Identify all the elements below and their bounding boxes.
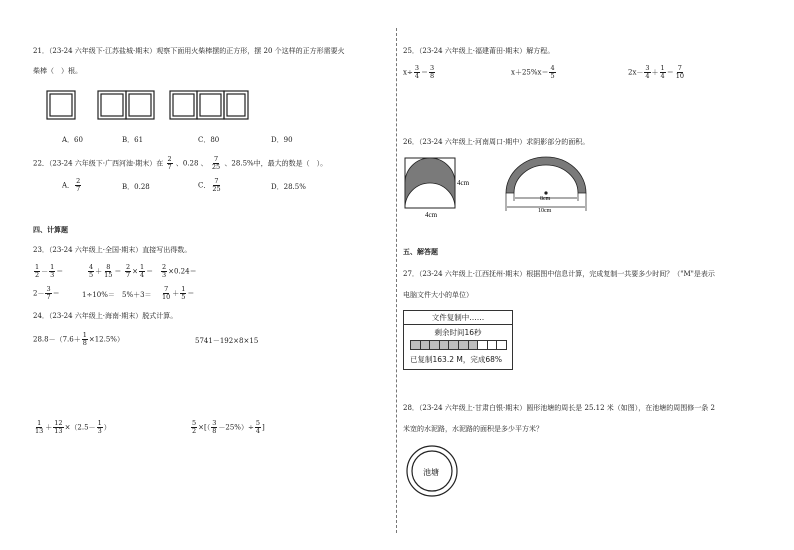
q25-equation-2: x＋25%x＝ $\frac{4}{5}$ <box>511 64 555 80</box>
q22-fraction-2: $\frac{7}{25}$ <box>211 155 221 171</box>
progress-segment <box>459 341 469 349</box>
progress-segment <box>449 341 459 349</box>
q21-option-d[interactable]: D．90 <box>271 136 293 144</box>
fig2-inner-label: 8cm <box>540 196 551 202</box>
progress-segment <box>421 341 431 349</box>
square-3b-inner <box>200 94 221 116</box>
square-2b-outer <box>126 91 154 119</box>
q22-option-c[interactable]: C． $\frac{7}{25}$ <box>198 177 221 193</box>
q28-line1: 28．（23-24 六年级上·甘肃白银·期末）圆形池塘的周长是 25.12 米（如图），在池塘的周围修一条 2 <box>403 404 715 412</box>
section-4-title: 四、计算题 <box>33 225 68 234</box>
q23-text: 23．（23-24 六年级上·全国·期末）直接写出得数。 <box>33 246 192 254</box>
q21-option-b[interactable]: B．61 <box>122 136 144 144</box>
q24-text: 24．（23-24 六年级上·海南·期末）脱式计算。 <box>33 312 178 320</box>
progress-segment <box>411 341 421 349</box>
progress-segment <box>469 341 479 349</box>
progress-segment <box>488 341 498 349</box>
shaded-ring-figure <box>500 155 595 215</box>
q21-line2: 柴棒（ ）根。 <box>33 67 82 75</box>
q22-option-a[interactable]: A． $\frac{2}{7}$ <box>62 177 81 193</box>
square-1-outer <box>47 91 75 119</box>
progress-segment <box>430 341 440 349</box>
q21-option-c[interactable]: C．80 <box>198 136 220 144</box>
progress-segment <box>440 341 450 349</box>
q22-prefix: 22．（23-24 六年级下·广西河池·期末）在 <box>33 159 164 168</box>
q23-expr-2: $\frac{4}{5}$ ＋ $\frac{8}{15}$ ＝ <box>89 263 122 279</box>
square-2b-inner <box>129 94 151 116</box>
pond-figure <box>403 442 463 502</box>
q23-expr-6: 1÷10%＝ <box>82 291 115 299</box>
copy-dialog-title: 文件复制中…… <box>404 311 512 325</box>
q22-option-b[interactable]: B．0.28 <box>122 183 150 191</box>
q24-expr-2: 5741－192×8×15 <box>195 337 259 345</box>
square-3a-outer <box>170 91 197 119</box>
progress-bar <box>410 340 507 350</box>
progress-segment <box>478 341 488 349</box>
square-3c-inner <box>227 94 245 116</box>
q22-mid: 、0.28 、 <box>175 159 208 168</box>
copy-progress-dialog <box>403 310 513 370</box>
q22-suffix: 、28.5%中，最大的数是（ ）。 <box>224 159 328 168</box>
q23-expr-3: $\frac{2}{7}$ × $\frac{1}{4}$ ＝ <box>126 263 154 279</box>
q21-line1: 21．（23-24 六年级下·江苏盐城·期末）观察下面用火柴棒摆的正方形，摆 20 个这样的正方形需要火 <box>33 47 345 55</box>
q26-text: 26．（23-24 六年级上·河南周口·期中）求阴影部分的面积。 <box>403 138 590 146</box>
q27-line1: 27．（23-24 六年级上·江西抚州·期末）根据图中信息计算，完成复制一共要多少时间？（"M"是表示 <box>403 270 715 278</box>
q23-expr-5: 2－ $\frac{3}{7}$ ＝ <box>33 285 60 301</box>
shaded-ring <box>506 157 586 193</box>
square-3a-inner <box>173 94 194 116</box>
square-1-inner <box>50 94 72 116</box>
q22-text <box>33 156 327 171</box>
q23-expr-4: $\frac{2}{3}$ ×0.24＝ <box>162 263 197 279</box>
q22-fraction-1: $\frac{2}{7}$ <box>167 155 172 171</box>
pond-label: 池塘 <box>423 468 439 477</box>
q22-option-d[interactable]: D．28.5% <box>271 183 306 191</box>
fig1-bottom-label: 4cm <box>425 211 438 219</box>
progress-segment <box>497 341 506 349</box>
square-2a-inner <box>101 94 123 116</box>
section-5-title: 五、解答题 <box>403 247 438 256</box>
q23-expr-7: 5%＋3＝ <box>122 291 152 299</box>
column-divider <box>396 28 397 533</box>
q25-equation-1: x÷ $\frac{3}{4}$ ＝ $\frac{3}{8}$ <box>403 64 435 80</box>
q24-expr-4: $\frac{5}{2}$ ×[（ $\frac{3}{8}$ －25%）÷ $\frac{5}{4}$ ] <box>192 419 265 435</box>
fig2-outer-label: 10cm <box>538 208 552 214</box>
q25-text: 25．（23-24 六年级上·福建莆田·期末）解方程。 <box>403 47 555 55</box>
q23-expr-8: $\frac{7}{10}$ ＋ $\frac{1}{5}$ ＝ <box>162 285 195 301</box>
square-3c-outer <box>224 91 248 119</box>
square-3b-outer <box>197 91 224 119</box>
remaining-time: 剩余时间16秒 <box>434 328 482 337</box>
q21-option-a[interactable]: A．60 <box>62 136 83 144</box>
q23-expr-1: $\frac{1}{2}$ － $\frac{1}{3}$ ＝ <box>35 263 64 279</box>
copy-status: 已复制163.2 M，完成68% <box>410 355 502 364</box>
square-2a-outer <box>98 91 126 119</box>
q28-line2: 米宽的水泥路，水泥路的面积是多少平方米？ <box>403 425 543 433</box>
q25-equation-3: 2x－ $\frac{3}{4}$ ＋ $\frac{1}{4}$ ＝ $\frac{7}{10}$ <box>628 64 684 80</box>
q24-expr-3: $\frac{1}{13}$ ＋ $\frac{12}{13}$ ×（2.5－ $\frac{1}{3}$ ） <box>35 419 111 435</box>
shaded-square-figure <box>403 156 493 220</box>
fig1-side-label: 4cm <box>457 179 470 187</box>
matchstick-squares-figure <box>45 88 250 122</box>
q27-line2: 电脑文件大小的单位） <box>403 291 473 299</box>
q24-expr-1: 28.8－（7.6＋ $\frac{1}{8}$ ×12.5%） <box>33 331 124 347</box>
